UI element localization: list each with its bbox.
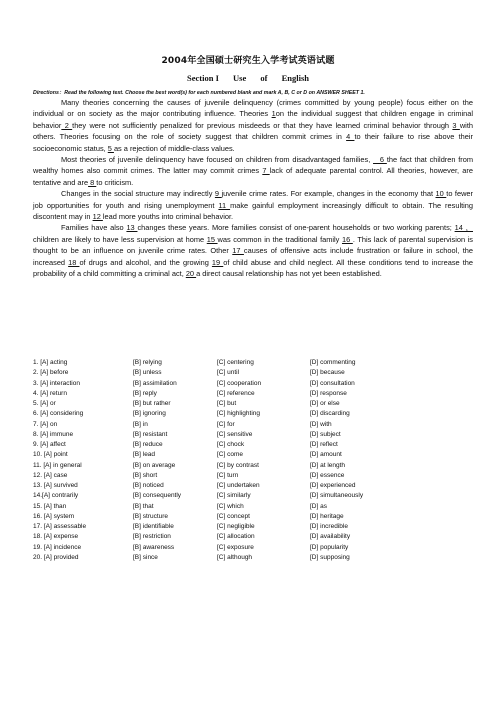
- blank-number: 12: [92, 212, 103, 222]
- cloze-passage: [33, 97, 473, 280]
- option-choice: [D] availability: [310, 533, 351, 541]
- option-choice: [C] which: [217, 502, 244, 510]
- passage-paragraph: [33, 188, 473, 222]
- option-row: [33, 532, 473, 542]
- blank-number: 4: [346, 132, 355, 142]
- option-choice: 19. [A] incidence: [33, 543, 82, 551]
- option-choice: [D] heritage: [310, 512, 344, 520]
- passage-text: children are likely to have less supervision at home: [33, 234, 207, 244]
- option-choice: [C] reference: [217, 389, 255, 397]
- option-choice: [B] in: [133, 420, 148, 428]
- blank-number: 13: [126, 223, 138, 233]
- option-row: [33, 502, 473, 512]
- answer-options-list: [33, 358, 473, 563]
- option-row: [33, 512, 473, 522]
- option-choice: [B] consequently: [133, 492, 182, 500]
- option-choice: 2. [A] before: [33, 369, 69, 377]
- passage-text: Families have also: [61, 223, 127, 233]
- option-choice: [C] highlighting: [217, 410, 260, 418]
- blank-number: 15: [206, 234, 218, 244]
- section-use: Use: [233, 73, 247, 83]
- option-choice: [C] come: [217, 451, 244, 459]
- passage-text: was common in the traditional family: [217, 234, 342, 244]
- blank-number: 18: [68, 257, 80, 267]
- section-of: of: [260, 73, 268, 83]
- option-choice: [B] awareness: [133, 543, 175, 551]
- blank-number: 16: [341, 234, 353, 244]
- option-choice: 20. [A] provided: [33, 553, 79, 561]
- option-choice: 17. [A] assessable: [33, 523, 87, 530]
- passage-text: on the individual suggest that children engage in criminal behavior: [33, 109, 473, 130]
- passage-text: the fact that children from wealthy homes also commit crimes. The latter may commit crimes: [33, 155, 474, 176]
- option-choice: 11. [A] in general: [33, 461, 82, 469]
- option-choice: [C] although: [217, 553, 253, 561]
- passage-text: with others. Theories focusing on the role of society suggest that children commit crimes in: [33, 120, 473, 142]
- option-choice: 15. [A] than: [33, 502, 67, 510]
- option-choice: 10. [A] point: [33, 451, 68, 459]
- option-row: [33, 491, 473, 501]
- option-choice: 1. [A] acting: [33, 359, 68, 366]
- blank-number: 1: [271, 109, 276, 119]
- page-title: 2004年全国硕士研究生入学考试英语试题: [161, 56, 335, 66]
- option-choice: [D] amount: [310, 451, 342, 459]
- passage-paragraph: [33, 154, 473, 188]
- blank-number: 19: [211, 257, 224, 267]
- option-row: [33, 358, 473, 368]
- option-choice: [C] negligible: [217, 523, 255, 530]
- option-row: [33, 553, 473, 563]
- option-row: [33, 379, 473, 389]
- option-choice: [D] as: [310, 502, 327, 510]
- passage-text: changes these years. More families consist of one-parent households or two working parents;: [137, 223, 455, 233]
- option-choice: [B] unless: [133, 369, 162, 377]
- option-row: [33, 471, 473, 481]
- option-choice: [B] reply: [133, 389, 157, 397]
- directions-text: Directions：Read the following text. Choose the best word(s) for each numbered blank and mark A, B, C or D on ANSWER SHEET 1.: [33, 90, 365, 96]
- option-row: [33, 368, 473, 378]
- option-choice: 8. [A] immune: [33, 430, 74, 438]
- option-choice: [D] incredible: [310, 523, 348, 530]
- option-choice: [C] concept: [217, 512, 250, 520]
- option-row: [33, 481, 473, 491]
- option-choice: [B] short: [133, 471, 158, 479]
- option-choice: [D] at length: [310, 461, 346, 469]
- option-choice: [B] reduce: [133, 441, 163, 448]
- blank-number: 17: [232, 246, 244, 256]
- passage-text: to their failure to rise above their socioeconomic status,: [33, 132, 473, 153]
- option-choice: 12. [A] case: [33, 471, 68, 479]
- option-row: [33, 522, 473, 532]
- option-choice: [D] reflect: [310, 441, 338, 448]
- option-choice: [C] for: [217, 420, 235, 428]
- section-heading: [0, 73, 496, 83]
- blank-number: 7: [262, 166, 270, 176]
- option-choice: [B] noticed: [133, 482, 164, 489]
- blank-number: 2: [61, 120, 73, 130]
- passage-text: . This lack of parental supervision is thought to be an influence on juvenile crime rates. Other: [33, 234, 474, 256]
- option-choice: [C] exposure: [217, 543, 254, 551]
- option-choice: [D] subject: [310, 430, 341, 438]
- blank-number: 14 ，: [454, 223, 473, 233]
- blank-number: 3: [452, 120, 460, 130]
- blank-number: 8: [88, 177, 97, 187]
- option-choice: [C] sensitive: [217, 430, 253, 438]
- passage-text: to fewer job opportunities for youth and rising unemployment: [33, 189, 474, 210]
- option-choice: [D] consultation: [310, 379, 355, 387]
- option-choice: [B] since: [133, 553, 158, 561]
- option-row: [33, 430, 473, 440]
- option-choice: [B] on average: [133, 461, 176, 469]
- option-choice: [C] centering: [217, 359, 254, 366]
- option-choice: [D] popularity: [310, 543, 349, 551]
- option-choice: [D] because: [310, 369, 345, 377]
- option-choice: [C] allocation: [217, 533, 255, 541]
- option-choice: [C] undertaken: [217, 482, 260, 489]
- option-choice: [B] but rather: [133, 400, 171, 407]
- option-choice: [B] that: [133, 502, 154, 510]
- option-row: [33, 440, 473, 450]
- option-choice: 4. [A] return: [33, 389, 67, 397]
- blank-number: 20: [185, 269, 197, 279]
- option-choice: [B] ignoring: [133, 410, 166, 418]
- option-choice: 9. [A] affect: [33, 441, 66, 448]
- option-row: [33, 420, 473, 430]
- passage-text: a direct causal relationship has not yet been established.: [196, 269, 382, 279]
- option-choice: [B] relying: [133, 359, 162, 366]
- option-choice: [C] chock: [217, 441, 245, 448]
- passage-text: make gainful employment increasingly difficult to obtain. The resulting discontent may in: [33, 200, 473, 222]
- option-choice: 5. [A] or: [33, 400, 56, 407]
- option-choice: [B] assimilation: [133, 379, 177, 387]
- option-choice: [B] structure: [133, 512, 169, 520]
- passage-text: of child abuse and child neglect. All these conditions tend to increase the probability of a child committing a criminal act,: [33, 257, 473, 279]
- option-row: [33, 389, 473, 399]
- option-row: [33, 399, 473, 409]
- blank-number: _ 6: [373, 155, 387, 165]
- option-choice: 18. [A] expense: [33, 533, 79, 541]
- option-choice: [D] commenting: [310, 359, 356, 366]
- blank-number: 10: [435, 189, 447, 199]
- option-row: [33, 450, 473, 460]
- option-choice: 14.[A] contrarily: [33, 492, 79, 500]
- option-choice: [D] essence: [310, 471, 345, 479]
- option-choice: [B] resistant: [133, 430, 168, 438]
- option-choice: 7. [A] on: [33, 420, 58, 428]
- option-choice: [B] identifiable: [133, 523, 174, 530]
- option-choice: [C] until: [217, 369, 240, 377]
- option-choice: [D] experienced: [310, 482, 356, 489]
- passage-text: lead more youths into criminal behavior.: [102, 212, 234, 222]
- option-choice: [C] cooperation: [217, 379, 262, 387]
- option-choice: [C] turn: [217, 471, 239, 479]
- option-choice: [C] but: [217, 400, 237, 407]
- option-choice: [D] response: [310, 389, 347, 397]
- blank-number: 11: [218, 200, 231, 210]
- option-choice: [D] simultaneously: [310, 492, 364, 500]
- passage-text: Changes in the social structure may indirectly: [61, 189, 215, 199]
- option-choice: [D] supposing: [310, 553, 350, 561]
- option-choice: 3. [A] interaction: [33, 379, 80, 387]
- passage-text: as a rejection of middle-class values.: [113, 143, 235, 153]
- passage-text: they were not sufficiently penalized for previous misdeeds or that they have learned criminal behavior through: [72, 120, 453, 130]
- option-choice: [D] with: [310, 420, 332, 428]
- option-choice: [C] similarly: [217, 492, 251, 500]
- option-choice: [B] restriction: [133, 533, 171, 541]
- option-choice: [B] lead: [133, 451, 156, 459]
- section-part: Section I: [187, 73, 219, 83]
- passage-text: of drugs and alcohol, and the growing: [79, 257, 212, 267]
- option-choice: [D] discarding: [310, 410, 350, 418]
- passage-text: juvenile crime rates. For example, changes in the economy that: [221, 189, 436, 199]
- passage-paragraph: [33, 222, 473, 279]
- option-choice: [C] by contrast: [217, 461, 259, 469]
- option-choice: 16. [A] system: [33, 512, 75, 520]
- option-row: [33, 543, 473, 553]
- section-english: English: [281, 73, 309, 83]
- passage-paragraph: [33, 97, 473, 154]
- passage-text: to criticism.: [96, 177, 134, 187]
- passage-text: causes of offensive acts include frustration or failure in school, the increased: [33, 246, 474, 267]
- option-choice: 6. [A] considering: [33, 410, 84, 418]
- option-row: [33, 409, 473, 419]
- option-row: [33, 461, 473, 471]
- passage-text: Most theories of juvenile delinquency have focused on children from disadvantaged families,: [61, 155, 374, 165]
- blank-number: 9: [214, 189, 222, 199]
- blank-number: 5: [107, 143, 114, 153]
- passage-text: lack of adequate parental control. All theories, however, are tentative and are: [33, 166, 473, 187]
- option-choice: [D] or else: [310, 400, 340, 407]
- passage-text: Many theories concerning the causes of juvenile delinquency (crimes committed by young people) focus either on the individual or on society as the major contributing influence. Theories: [33, 98, 473, 119]
- option-choice: 13. [A] survived: [33, 482, 78, 489]
